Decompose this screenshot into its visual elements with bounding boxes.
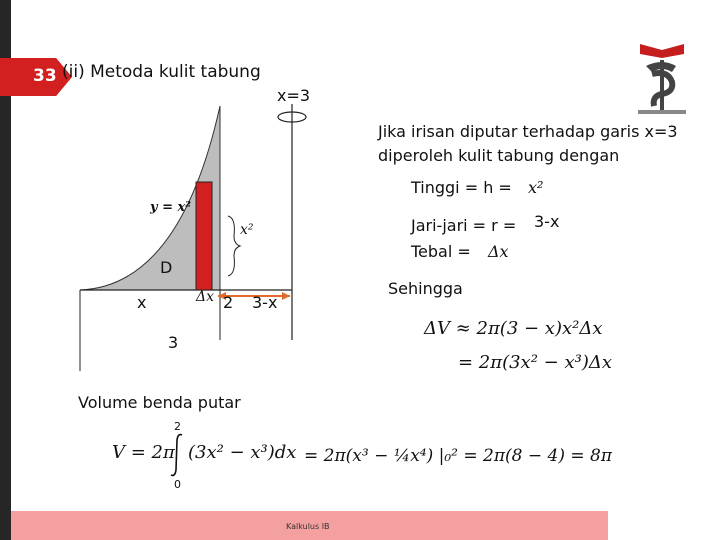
x-label: x — [137, 293, 147, 312]
three-label: 3 — [168, 333, 179, 352]
axis-label: x=3 — [277, 86, 311, 105]
slide-number: 33 — [33, 66, 57, 86]
curve-label: y = x² — [150, 200, 191, 215]
tinggi-value: x² — [528, 178, 544, 197]
height-brace — [228, 216, 240, 276]
footer-text: Kalkulus IB — [286, 522, 330, 531]
university-logo-icon — [632, 36, 692, 116]
height-label: x² — [240, 222, 254, 238]
jari-label: Jari-jari = r = — [411, 216, 517, 235]
delta-v-line-1: ΔV ≈ 2π(3 − x)x²Δx — [424, 318, 603, 339]
integral-lower-bound: 0 — [174, 478, 181, 491]
delta-v-line-2: = 2π(3x² − x³)Δx — [458, 352, 612, 373]
two-label: 2 — [223, 293, 234, 312]
tinggi-label: Tinggi = h = — [411, 178, 512, 197]
tebal-label: Tebal = — [411, 242, 471, 261]
tebal-value: Δx — [488, 242, 509, 261]
integral-upper-bound: 2 — [174, 420, 181, 433]
radius-label: 3-x — [252, 293, 278, 312]
jari-value: 3-x — [534, 212, 560, 231]
volume-integrand: (3x² − x³)dx — [188, 442, 297, 463]
region-label: D — [160, 258, 173, 277]
description-line-1: Jika irisan diputar terhadap garis x=3 — [378, 122, 678, 141]
volume-result: = 2π(x³ − ¼x⁴) |₀² = 2π(8 − 4) = 8π — [304, 446, 613, 466]
sehingga-label: Sehingga — [388, 279, 463, 298]
volume-heading: Volume benda putar — [78, 393, 241, 412]
volume-lhs: V = 2π — [112, 442, 175, 463]
shell-method-figure — [60, 86, 380, 376]
dx-label: Δx — [196, 289, 215, 305]
shell-strip — [196, 182, 212, 290]
integral-sign-icon — [168, 432, 186, 478]
description-line-2: diperoleh kulit tabung dengan — [378, 146, 620, 165]
slide-heading: (ii) Metoda kulit tabung — [62, 62, 261, 82]
